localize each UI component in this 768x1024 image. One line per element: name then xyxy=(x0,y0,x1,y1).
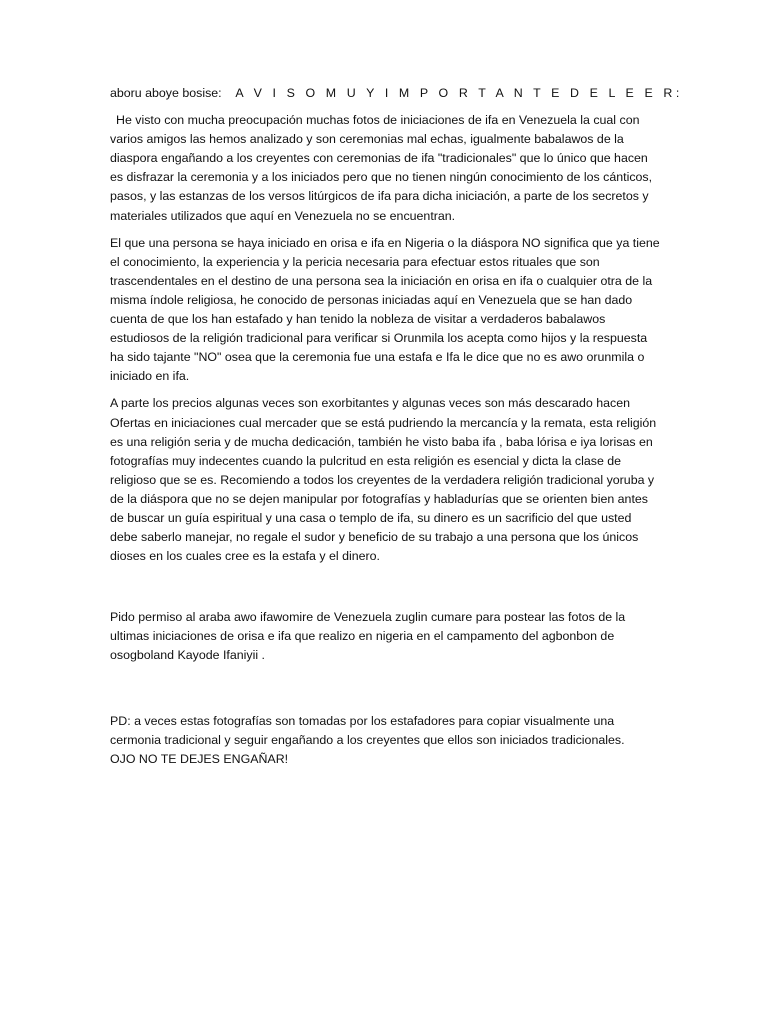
spacer-2 xyxy=(110,674,662,712)
spacer-1 xyxy=(110,574,662,608)
heading-prefix: aboru aboye bosise: xyxy=(110,86,222,100)
paragraph-5 xyxy=(110,712,662,769)
heading-title: A V I S O M U Y I M P O R T A N T E D E L E E R: xyxy=(235,86,683,100)
paragraph-2: El que una persona se haya iniciado en orisa e ifa en Nigeria o la diáspora NO significa que ya tiene el conocimiento, la experiencia y la pericia necesaria para efectuar estos rituales que son trascendentales en el destino de una persona sea la iniciación en orisa en ifa o cualquier otra de la misma índole religiosa, he conocido de personas iniciadas aquí en Venezuela que se han dado cuenta de que los han estafado y han tenido la nobleza de visitar a verdaderos babalawos estudiosos de la religión tradicional para verificar si Orunmila los acepta como hijos y la respuesta ha sido tajante "NO" osea que la ceremonia fue una estafa e Ifa le dice que no es awo orunmila o iniciado en ifa. xyxy=(110,235,660,384)
closing-line: OJO NO TE DEJES ENGAÑAR! xyxy=(110,751,289,766)
paragraph-4: Pido permiso al araba awo ifawomire de Venezuela zuglin cumare para postear las fotos de la ultimas iniciaciones de orisa e ifa que realizo en nigeria en el campamento del agbonbon de osogboland Kayode Ifaniyii . xyxy=(110,610,626,663)
paragraph-3: A parte los precios algunas veces son exorbitantes y algunas veces son más descarado hacen Ofertas en iniciaciones cual mercader que se está pudriendo la mercancía y la remata, esta religión es una religión seria y de mucha dedicación, también he visto baba ifa , baba lórisa e iya lorisas en fotografías muy indecentes cuando la pulcritud en esta religión es esencial y dicta la clase de religioso que se es. Recomiendo a todos los creyentes de la verdadera religión tradicional yoruba y de la diáspora que no se dejen manipular por fotografías y habladurías que se orienten bien antes de buscar un guía espiritual y una casa o templo de ifa, su dinero es un sacrificio del que usted debe saberlo manejar, no regale el sudor y beneficio de su trabajo a una persona que los únicos dioses en los cuales cree es la estafa y el dinero. xyxy=(110,396,657,564)
postscript-text: PD: a veces estas fotografías son tomadas por los estafadores para copiar visualmente una cermonia tradicional y seguir engañando a los creyentes que ellos son iniciados tradicionales. xyxy=(110,713,625,747)
document-page xyxy=(110,84,683,777)
document-heading xyxy=(110,84,683,103)
paragraph-1: He visto con mucha preocupación muchas fotos de iniciaciones de ifa en Venezuela la cual con varios amigos las hemos analizado y son ceremonias mal echas, igualmente babalawos de la diaspora engañando a los creyentes con ceremonias de ifa "tradicionales" que lo único que hacen es disfrazar la ceremonia y a los iniciados pero que no tienen ningún conocimiento de los cánticos, pasos, y las estanzas de los versos litúrgicos de ifa para dicha iniciación, a parte de los secretos y materiales utilizados que aquí en Venezuela no se encuentran. xyxy=(110,113,653,223)
